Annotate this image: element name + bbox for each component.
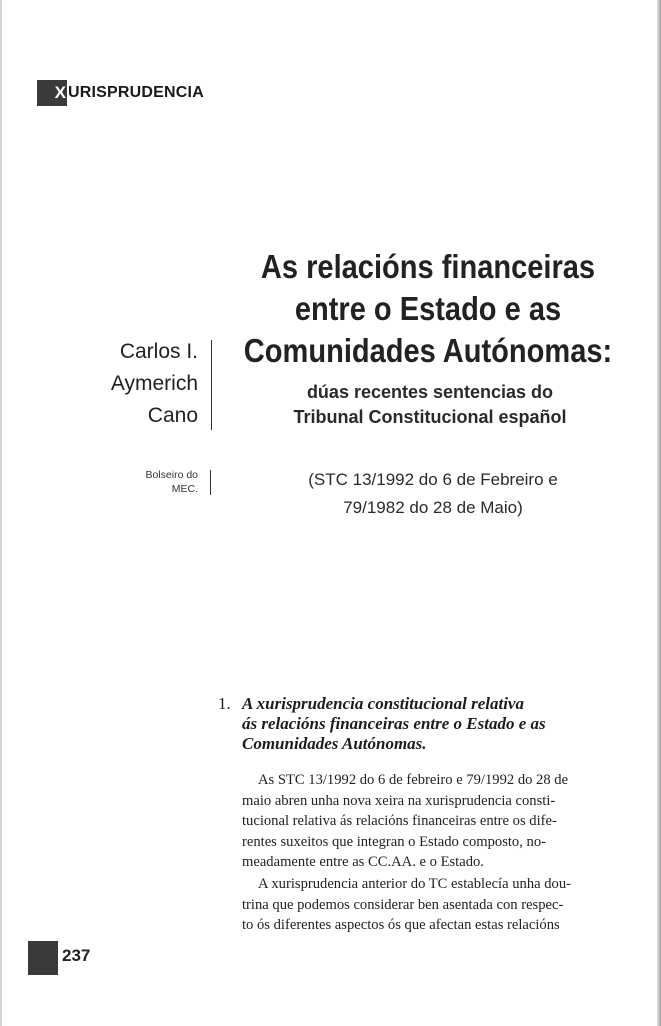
title-line: Comunidades Autónomas: xyxy=(243,332,613,369)
author-affiliation xyxy=(110,468,198,496)
reference-line: (STC 13/1992 do 6 de Febreiro e xyxy=(308,470,558,489)
page-number: 237 xyxy=(62,946,91,965)
author-name xyxy=(78,336,198,432)
paragraph-line: As STC 13/1992 do 6 de febreiro e 79/1992 do 28 de xyxy=(258,772,569,788)
title-line: As relacións financeiras xyxy=(260,248,596,285)
heading-line: Comunidades Autónomas. xyxy=(242,734,427,753)
author-divider xyxy=(211,340,212,430)
paragraph-line: A xurisprudencia anterior do TC establecía unha dou- xyxy=(258,876,571,892)
section-label: URISPRUDENCIA xyxy=(68,84,204,101)
paragraph-line: maio abren unha nova xeira na xurisprudencia consti- xyxy=(242,792,556,809)
section-header xyxy=(37,80,204,106)
body-paragraph-1 xyxy=(242,770,614,873)
affiliation-divider xyxy=(210,470,211,495)
section-heading xyxy=(218,694,598,754)
subtitle-line: dúas recentes sentencias do xyxy=(306,382,554,402)
paragraph-line: tucional relativa ás relacións financeiras entre os dife- xyxy=(242,813,557,829)
page-left-edge xyxy=(0,0,2,1026)
affiliation-line: MEC. xyxy=(171,483,198,495)
paragraph-line: meadamente entre as CC.AA. e o Estado. xyxy=(242,854,484,870)
reference-line: 79/1982 do 28 de Maio) xyxy=(343,498,523,517)
section-initial-box: X xyxy=(37,80,67,106)
paragraph-line: to ós diferentes aspectos ós que afectan estas relacións xyxy=(242,917,560,933)
paragraph-line: trina que podemos considerar ben asentada con respec- xyxy=(242,896,564,913)
article-subtitle xyxy=(240,380,620,430)
author-name-line: Carlos I. xyxy=(119,340,198,363)
affiliation-line: Bolseiro do xyxy=(145,469,198,481)
page-number-marker xyxy=(28,941,58,975)
heading-line: ás relacións financeiras entre o Estado e as xyxy=(242,714,546,733)
body-paragraph-2 xyxy=(242,874,614,936)
article-title xyxy=(243,246,613,372)
section-number: 1. xyxy=(218,694,231,713)
paragraph-line: rentes suxeitos que integran o Estado composto, no- xyxy=(242,833,546,850)
case-reference xyxy=(248,466,618,522)
author-name-line: Cano xyxy=(147,404,198,427)
section-heading-text xyxy=(242,694,598,754)
subtitle-line: Tribunal Constitucional español xyxy=(293,407,567,427)
title-line: entre o Estado e as xyxy=(294,290,562,327)
page-right-edge xyxy=(657,0,661,1026)
heading-line: A xurisprudencia constitucional relativa xyxy=(242,694,524,713)
author-name-line: Aymerich xyxy=(110,372,198,395)
